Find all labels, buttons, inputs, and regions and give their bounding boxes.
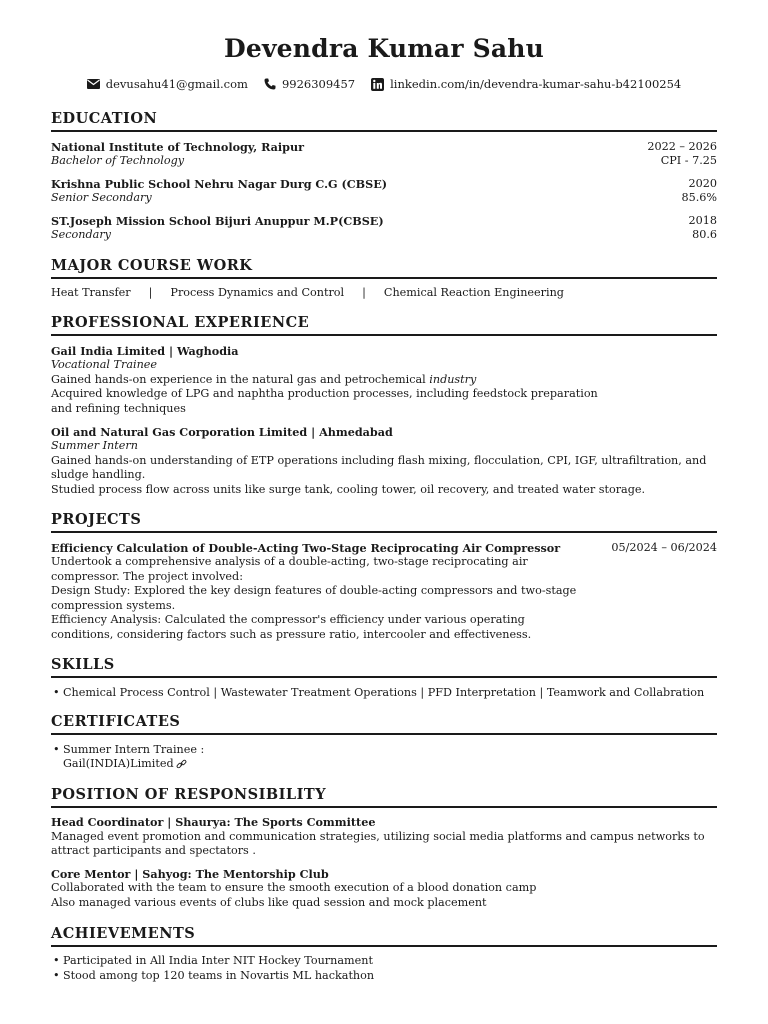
project-line: conditions, considering factors such as pressure ratio, intercooler and effectiveness. <box>51 628 532 641</box>
achievement-text: Participated in All India Inter NIT Hockey Tournament <box>63 954 373 967</box>
experience-line: Studied process flow across units like surge tank, cooling tower, oil recovery, and treated water storage. <box>51 483 646 496</box>
link-icon[interactable] <box>176 759 187 775</box>
skills-text: Chemical Process Control | Wastewater Treatment Operations | PFD Interpretation | Teamwork and Collabration <box>63 686 705 699</box>
coursework-list <box>51 286 564 299</box>
experience-role: Vocational Trainee <box>51 358 158 371</box>
experience-org: Oil and Natural Gas Corporation Limited | Ahmedabad <box>51 425 393 439</box>
experience-text-italic: industry <box>429 373 477 386</box>
experience-heading: PROFESSIONAL EXPERIENCE <box>51 314 717 336</box>
project-line: Design Study: Explored the key design features of double-acting compressors and two-stage <box>51 584 577 597</box>
education-date: 2020 <box>688 177 717 190</box>
experience-line <box>51 373 717 388</box>
certificates-heading: CERTIFICATES <box>51 713 717 735</box>
course-item: Chemical Reaction Engineering <box>383 286 564 299</box>
degree-name: Secondary <box>51 228 111 241</box>
project-line: compression systems. <box>51 599 176 612</box>
responsibility-line: Collaborated with the team to ensure the smooth execution of a blood donation camp <box>51 881 537 894</box>
responsibility-line: Also managed various events of clubs like quad session and mock placement <box>51 896 487 909</box>
responsibility-role: Core Mentor | Sahyog: The Mentorship Club <box>51 867 329 881</box>
achievement-text: Stood among top 120 teams in Novartis ML hackathon <box>63 969 375 982</box>
education-heading: EDUCATION <box>51 110 717 132</box>
responsibility-line: attract participants and spectators . <box>51 844 256 857</box>
project-line: Efficiency Analysis: Calculated the compressor's efficiency under various operating <box>51 613 525 626</box>
certificate-title: Summer Intern Trainee : <box>63 743 205 756</box>
email-text[interactable]: devusahu41@gmail.com <box>105 77 248 91</box>
responsibility-role: Head Coordinator | Shaurya: The Sports Committee <box>51 815 376 829</box>
education-score: 80.6 <box>692 228 717 241</box>
education-score: 85.6% <box>681 191 717 204</box>
school-name: National Institute of Technology, Raipur <box>51 140 304 154</box>
linkedin-icon <box>371 78 384 91</box>
experience-role: Summer Intern <box>51 439 138 452</box>
responsibility-heading: POSITION OF RESPONSIBILITY <box>51 786 717 808</box>
projects-heading: PROJECTS <box>51 511 717 533</box>
school-name: ST.Joseph Mission School Bijuri Anuppur M.P(CBSE) <box>51 214 384 228</box>
education-date: 2022 – 2026 <box>647 140 717 153</box>
bullet: • <box>53 743 60 756</box>
project-date: 05/2024 – 06/2024 <box>611 541 717 554</box>
school-name: Krishna Public School Nehru Nagar Durg C.G (CBSE) <box>51 177 388 191</box>
course-separator: | <box>362 286 366 299</box>
email-contact[interactable] <box>87 77 248 91</box>
skills-heading: SKILLS <box>51 656 717 678</box>
course-separator: | <box>148 286 153 299</box>
project-line: compressor. The project involved: <box>51 570 243 583</box>
phone-icon <box>264 78 276 90</box>
contact-bar <box>51 77 717 91</box>
experience-line: Acquired knowledge of LPG and naphtha production processes, including feedstock preparation <box>51 387 598 400</box>
envelope-icon <box>87 79 100 89</box>
experience-text: Gained hands-on experience in the natural gas and petrochemical <box>51 373 430 386</box>
phone-contact[interactable] <box>264 77 355 91</box>
candidate-name: Devendra Kumar Sahu <box>223 34 545 63</box>
experience-line: and refining techniques <box>51 402 186 415</box>
experience-line: sludge handling. <box>51 468 146 481</box>
education-score: CPI - 7.25 <box>660 154 717 167</box>
bullet: • <box>53 686 60 699</box>
course-item: Heat Transfer <box>51 286 131 299</box>
education-date: 2018 <box>688 214 717 227</box>
bullet: • <box>53 969 60 982</box>
linkedin-contact[interactable] <box>371 77 681 91</box>
coursework-heading: MAJOR COURSE WORK <box>51 257 717 279</box>
linkedin-text[interactable]: linkedin.com/in/devendra-kumar-sahu-b42100254 <box>390 77 682 91</box>
achievements-heading: ACHIEVEMENTS <box>51 925 717 947</box>
course-item: Process Dynamics and Control <box>170 286 345 299</box>
responsibility-line: Managed event promotion and communication strategies, utilizing social media platforms and campus networks to <box>51 830 705 843</box>
degree-name: Senior Secondary <box>51 191 152 204</box>
experience-org: Gail India Limited | Waghodia <box>51 344 239 358</box>
degree-name: Bachelor of Technology <box>51 154 185 167</box>
project-line: Undertook a comprehensive analysis of a double-acting, two-stage reciprocating air <box>51 555 528 568</box>
certificate-issuer[interactable]: Gail(INDIA)Limited <box>63 757 174 770</box>
project-name: Efficiency Calculation of Double-Acting Two-Stage Reciprocating Air Compressor <box>51 541 561 555</box>
bullet: • <box>53 954 60 967</box>
experience-line: Gained hands-on understanding of ETP operations including flash mixing, flocculation, CPI, IGF, ultrafiltration, and <box>51 454 707 467</box>
phone-text[interactable]: 9926309457 <box>281 77 356 91</box>
